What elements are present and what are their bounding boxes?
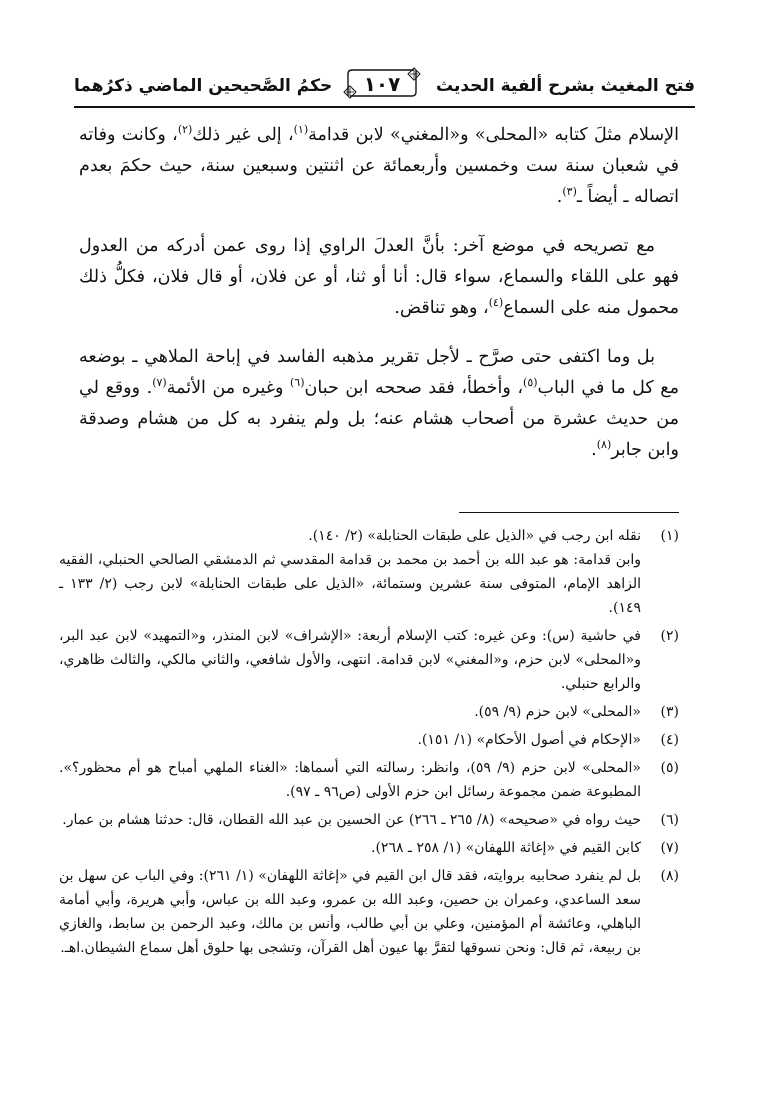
footnote-ref: (٨) xyxy=(596,438,612,452)
paragraph: الإسلام مثلَ كتابه «المحلى» و«المغني» لابن قدامة$^{(١)}$، إلى غير ذلك$^{(٢)}$، وكانت وفاته في شعبان سنة ست وخمسين وأربعمائة عن اثنتين وسبعين سنة، حيث حكمَ بعدم اتصاله ـ أيضاً ـ$^{(٣)}$. xyxy=(79,123,679,207)
book-title: فتح المغيث بشرح ألفية الحديث xyxy=(435,76,695,96)
footnote-number: (٢) xyxy=(660,628,679,644)
header-rule xyxy=(74,106,695,108)
footnote-number: (٧) xyxy=(660,840,679,856)
footnote-ref: (٤) xyxy=(488,296,504,310)
footnote-text: كابن القيم في «إغاثة اللهفان» (١/ ٢٥٨ ـ ٢٦٨). xyxy=(371,840,641,856)
footnote-text: حيث رواه في «صحيحه» (٨/ ٢٦٥ ـ ٢٦٦) عن الحسين بن عبد الله القطان، قال: حدثنا هشام بن عمار. xyxy=(62,812,641,828)
footnote-text: بل لم ينفرد صحابيه بروايته، فقد قال ابن القيم في «إغاثة اللهفان» (١/ ٢٦١): وفي الباب عن سهل بن سعد الساعدي، وعمران بن حصين، وعبد الله بن عمرو، وعبد الله بن عباس، وأبي هريرة، وأبي أمامة الباهلي، وعائشة أم المؤمنين، وعلي بن أبي طالب، وأنس بن مالك، وعبد الرحمن بن سابط، والغازي بن ربيعة، ثم قال: ونحن نسوقها لتقرَّ بها عيون أهل القرآن، وتشجى بها حلوق أهل سماع الشيطان.اهـ. xyxy=(59,868,642,956)
footnote xyxy=(59,728,679,752)
page-number: ١٠٧ xyxy=(363,72,401,96)
footnotes xyxy=(59,524,679,964)
footnote-number: (٥) xyxy=(660,760,679,776)
footnote-number: (٦) xyxy=(660,812,679,828)
footnote-number: (١) xyxy=(660,528,679,544)
footnote xyxy=(59,756,679,804)
section-title: حكمُ الصَّحيحين الماضي ذكرُهما xyxy=(74,76,333,96)
footnote-number: (٨) xyxy=(660,868,679,884)
running-header xyxy=(74,62,695,110)
paragraph: مع تصريحه في موضع آخر: بأنَّ العدلَ الراوي إذا روى عمن أدركه من العدول فهو على اللقاء والسماع، سواء قال: أنا أو ثنا، أو عن فلان، أو قال فلان، فكلُّ ذلك محمول منه على السماع$^{(٤)}$، وهو تناقض. xyxy=(79,236,679,318)
footnote-text: «المحلى» لابن حزم (٩/ ٥٩)، وانظر: رسالته التي أسماها: «الغناء الملهي أمباح هو أم محظور؟». المطبوعة ضمن مجموعة رسائل ابن حزم الأولى (ص٩٦ ـ ٩٧). xyxy=(59,760,641,800)
footnote-number: (٣) xyxy=(660,704,679,720)
footnote xyxy=(59,836,679,860)
footnote-number: (٤) xyxy=(660,732,679,748)
footnote-ref: (٣) xyxy=(562,185,577,199)
footnote xyxy=(59,808,679,832)
footnote-ref: (١) xyxy=(293,123,309,137)
footnote-text: نقله ابن رجب في «الذيل على طبقات الحنابلة» (٢/ ١٤٠). xyxy=(308,528,641,544)
footnote xyxy=(59,624,679,696)
footnote-ref: (٢) xyxy=(177,123,193,137)
footnote-ref: (٧) xyxy=(152,376,167,390)
footnote-text: «الإحكام في أصول الأحكام» (١/ ١٥١). xyxy=(417,732,641,748)
footnote-separator xyxy=(459,512,679,513)
footnote xyxy=(59,700,679,724)
footnote-text: في حاشية (س): وعن غيره: كتب الإسلام أربعة: «الإشراف» لابن المنذر، و«التمهيد» لابن عبد البر، و«المحلى» لابن حزم، و«المغني» لابن قدامة. انتهى، والأول شافعي، والثاني مالكي، والثالث ظاهري، والرابع حنبلي. xyxy=(59,628,641,692)
paragraph: بل وما اكتفى حتى صرَّح ـ لأجل تقرير مذهبه الفاسد في إباحة الملاهي ـ بوضعه مع كل ما في الباب$^{(٥)}$، وأخطأ، فقد صححه ابن حبان$^{(٦)}$ وغيره من الأئمة$^{(٧)}$. ووقع لي من حديث عشرة من أصحاب هشام عنه؛ بل ولم ينفرد به كل من هشام وصدقة وابن جابر$^{(٨)}$. xyxy=(79,347,679,460)
footnote-text: وابن قدامة: هو عبد الله بن أحمد بن محمد بن قدامة المقدسي ثم الدمشقي الصالحي الحنبلي، الفقيه الزاهد الإمام، المتوفى سنة عشرين وستمائة، «الذيل على طبقات الحنابلة» لابن رجب (٢/ ١٣٣ ـ ١٤٩). xyxy=(59,552,641,616)
footnote xyxy=(59,524,679,620)
footnote-ref: (٥) xyxy=(523,376,538,390)
footnote-ref: (٦) xyxy=(290,376,305,390)
footnote-text: «المحلى» لابن حزم (٩/ ٥٩). xyxy=(474,704,641,720)
page-number-ornament xyxy=(342,66,422,100)
main-text xyxy=(79,120,679,484)
footnote xyxy=(59,864,679,960)
